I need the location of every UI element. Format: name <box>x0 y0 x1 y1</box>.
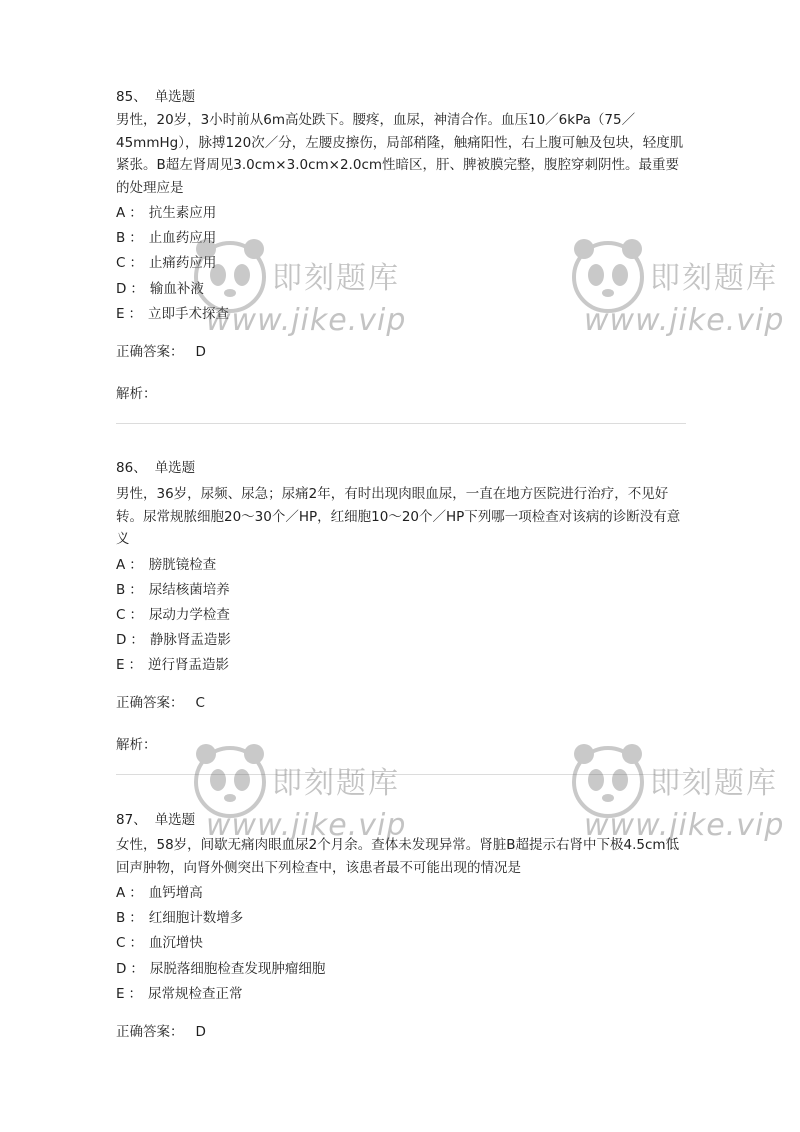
watermark-brand: 即刻题库 <box>650 261 778 296</box>
option-letter: B <box>116 910 126 927</box>
question-number: 85 <box>116 89 134 105</box>
option-letter: C <box>116 255 126 272</box>
option-c <box>116 931 686 956</box>
option-d <box>116 628 686 653</box>
option-a <box>116 553 686 578</box>
question-number: 87 <box>116 812 134 828</box>
option-text: 尿常规检查正常 <box>148 985 243 1002</box>
option-text: 逆行肾盂造影 <box>148 657 230 674</box>
answer-value: D <box>195 1023 206 1040</box>
option-text: 尿结核菌培养 <box>148 581 230 598</box>
question-divider <box>116 423 686 424</box>
option-text: 立即手术探查 <box>148 305 230 322</box>
option-sep: ： <box>129 935 143 952</box>
analysis-label: 解析： <box>116 737 157 754</box>
option-e <box>116 982 686 1007</box>
question-87 <box>116 810 686 1042</box>
option-sep: ： <box>128 305 143 322</box>
option-sep: ： <box>130 960 144 977</box>
option-text: 止血药应用 <box>148 230 217 247</box>
option-text: 输血补液 <box>149 280 204 297</box>
option-sep: ： <box>129 230 143 247</box>
option-sep: ： <box>129 885 143 901</box>
option-text: 红细胞计数增多 <box>148 910 244 927</box>
option-text: 血沉增快 <box>148 935 203 952</box>
analysis-label: 解析： <box>116 385 157 402</box>
watermark-url: www.jike.vip <box>206 303 407 338</box>
correct-answer <box>116 1022 686 1042</box>
option-c <box>116 251 686 276</box>
option-sep: ： <box>129 255 143 272</box>
option-text: 尿脱落细胞检查发现肿瘤细胞 <box>149 960 326 977</box>
option-letter: C <box>116 606 126 623</box>
option-text: 静脉肾盂造影 <box>149 632 231 649</box>
question-type: 单选题 <box>154 89 196 105</box>
option-d <box>116 957 686 982</box>
watermark-brand: 即刻题库 <box>650 766 778 801</box>
option-sep: ： <box>130 632 144 649</box>
option-letter: E <box>116 985 125 1002</box>
answer-label: 正确答案： <box>116 695 184 712</box>
option-letter: D <box>116 960 127 977</box>
option-letter: B <box>116 581 126 598</box>
watermark-brand: 即刻题库 <box>272 261 400 296</box>
option-b <box>116 906 686 931</box>
answer-label: 正确答案： <box>116 343 184 360</box>
option-text: 止痛药应用 <box>148 255 217 272</box>
option-sep: ： <box>129 581 143 598</box>
option-letter: C <box>116 935 126 952</box>
question-divider <box>116 774 686 775</box>
question-header <box>116 458 686 478</box>
option-a <box>116 881 686 906</box>
option-sep: ： <box>129 606 143 623</box>
question-header <box>116 810 686 830</box>
watermark-brand: 即刻题库 <box>272 766 400 801</box>
question-number-sep: 、 <box>133 812 147 828</box>
question-number: 86 <box>116 460 134 476</box>
question-86 <box>116 458 686 755</box>
question-number-sep: 、 <box>133 89 147 105</box>
option-letter: E <box>116 305 125 322</box>
question-stem: 女性，58岁，间歇无痛肉眼血尿2个月余。查体未发现异常。肾脏B超提示右肾中下极4.5cm低回声肿物，向肾外侧突出下列检查中，该患者最不可能出现的情况是 <box>116 837 680 876</box>
option-d <box>116 277 686 302</box>
option-letter: B <box>116 230 126 247</box>
question-header <box>116 87 686 107</box>
option-sep: ： <box>128 657 143 674</box>
question-type: 单选题 <box>154 460 196 476</box>
option-sep: ： <box>129 910 143 927</box>
watermark-url: www.jike.vip <box>206 808 407 843</box>
option-letter: D <box>116 280 127 297</box>
question-type: 单选题 <box>154 812 196 828</box>
correct-answer <box>116 693 686 713</box>
question-number-sep: 、 <box>133 460 147 476</box>
option-letter: D <box>116 632 127 649</box>
correct-answer <box>116 342 686 362</box>
option-text: 膀胱镜检查 <box>148 556 217 573</box>
answer-value: C <box>195 695 205 712</box>
option-letter: E <box>116 657 125 674</box>
option-letter: A <box>116 556 126 573</box>
option-letter: A <box>116 205 126 221</box>
option-text: 血钙增高 <box>148 885 203 901</box>
option-text: 尿动力学检查 <box>148 606 230 623</box>
option-sep: ： <box>129 205 143 221</box>
option-sep: ： <box>128 985 143 1002</box>
option-a <box>116 201 686 226</box>
option-e <box>116 653 686 678</box>
answer-value: D <box>195 343 206 360</box>
option-text: 抗生素应用 <box>148 205 217 221</box>
question-85 <box>116 87 686 404</box>
option-sep: ： <box>129 556 143 573</box>
watermark-url: www.jike.vip <box>584 303 785 338</box>
option-letter: A <box>116 885 126 901</box>
question-stem: 男性，20岁，3小时前从6m高处跌下。腰疼，血尿，神清合作。血压10／6kPa（75／45mmHg），脉搏120次／分，左腰皮擦伤，局部稍隆，触痛阳性，右上腹可触及包块，轻度肌紧张。B超左肾周见3.0cm×3.0cm×2.0cm性暗区，肝、脾被膜完整，腹腔穿刺阴性。最重要的处理应是 <box>116 112 684 196</box>
option-c <box>116 603 686 628</box>
option-b <box>116 226 686 251</box>
watermark-url: www.jike.vip <box>584 808 785 843</box>
option-sep: ： <box>130 280 144 297</box>
option-b <box>116 578 686 603</box>
answer-label: 正确答案： <box>116 1023 184 1040</box>
option-e <box>116 302 686 327</box>
question-stem: 男性，36岁，尿频、尿急；尿痛2年，有时出现肉眼血尿，一直在地方医院进行治疗，不见好转。尿常规脓细胞20～30个／HP，红细胞10～20个／HP下列哪一项检查对该病的诊断没有意义 <box>116 486 681 547</box>
